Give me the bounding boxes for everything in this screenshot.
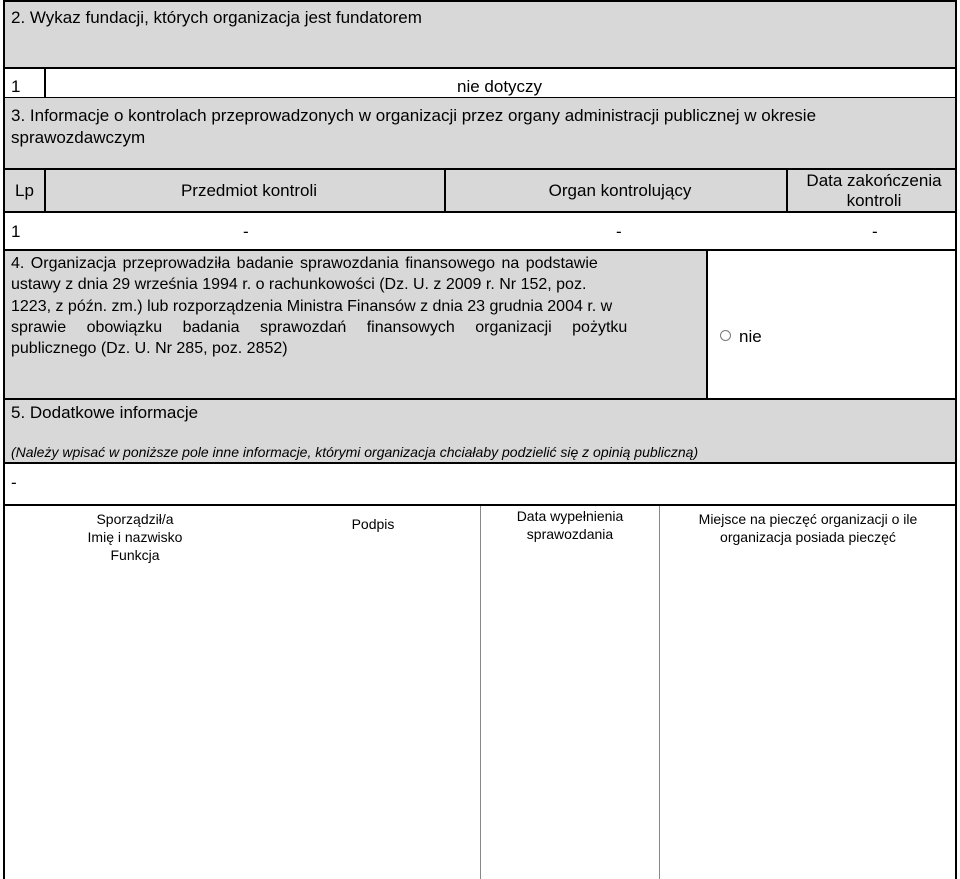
section-4-answer-cell	[706, 251, 955, 399]
stamp-label-line2: organizacja posiada pieczęć	[720, 529, 896, 545]
section-4-text-line5: publicznego (Dz. U. Nr 285, poz. 2852)	[11, 340, 288, 357]
section-5-value: -	[11, 473, 17, 492]
name-label: Imię i nazwisko	[87, 529, 183, 545]
section-4-text-line3: 1223, z późn. zm.) lub rozporządzenia Ministra Finansów z dnia 23 grudnia 2004 r. w	[11, 298, 613, 315]
section-2-row	[3, 69, 957, 97]
stamp-block	[660, 510, 956, 546]
column-organ: Organ kontrolujący	[548, 181, 692, 200]
radio-icon[interactable]	[720, 330, 731, 341]
fill-date-label-line2: sprawozdania	[526, 526, 614, 542]
signature-label: Podpis	[351, 516, 395, 532]
section-5-title: 5. Dodatkowe informacje	[11, 403, 199, 422]
section-4-text-line4: sprawie obowiązku badania sprawozdań finansowych organizacji pożytku	[11, 319, 628, 336]
divider	[480, 506, 481, 879]
row-subject: -	[243, 222, 249, 241]
section-2-row-number: 1	[11, 77, 21, 96]
section-4-answer: nie	[739, 327, 762, 346]
section-3-title-line2: sprawozdawczym	[11, 128, 146, 147]
fill-date-block	[481, 507, 659, 543]
column-subject: Przedmiot kontroli	[180, 181, 318, 200]
fill-date-label-line1: Data wypełnienia	[516, 508, 624, 524]
section-2-title: 2. Wykaz fundacji, których organizacja jest fundatorem	[11, 8, 422, 27]
section-3-title-line1: 3. Informacje o kontrolach przeprowadzonych w organizacji przez organy administracji publicznej w okresie	[11, 106, 817, 125]
column-end-date-line2: kontroli	[846, 191, 902, 210]
divider	[44, 69, 46, 97]
section-3-header	[3, 97, 957, 169]
row-organ: -	[616, 222, 622, 241]
prepared-by-label: Sporządził/a	[96, 511, 174, 527]
row-lp: 1	[11, 222, 21, 241]
section-2-header	[3, 0, 957, 69]
section-2-row-value: nie dotyczy	[457, 77, 543, 96]
section-5-value-field	[3, 464, 957, 504]
stamp-label-line1: Miejsce na pieczęć organizacji o ile	[698, 511, 918, 527]
divider	[659, 506, 660, 879]
section-4-text-line1: 4. Organizacja przeprowadziła badanie sprawozdania finansowego na podstawie	[11, 255, 598, 272]
column-end-date-line1: Data zakończenia	[806, 171, 942, 190]
prepared-by-block	[40, 510, 230, 564]
column-lp: Lp	[15, 181, 34, 200]
section-3-columns	[3, 170, 957, 212]
section-4-text-line2: ustawy z dnia 29 września 1994 r. o rachunkowości (Dz. U. z 2009 r. Nr 152, poz.	[11, 276, 587, 293]
function-label: Funkcja	[110, 547, 160, 563]
section-5-header	[3, 400, 957, 463]
row-end-date: -	[872, 222, 878, 241]
section-5-hint: (Należy wpisać w poniższe pole inne informacje, którymi organizacja chciałaby podzielić się z opinią publiczną)	[11, 444, 699, 460]
section-3-row	[3, 213, 957, 250]
